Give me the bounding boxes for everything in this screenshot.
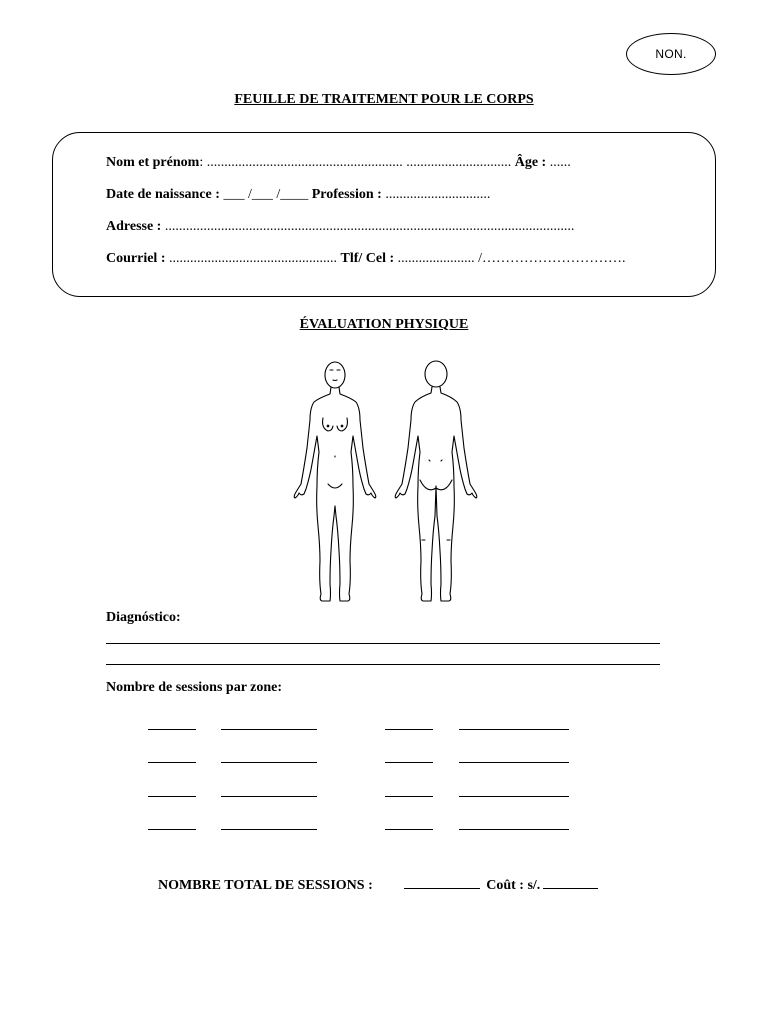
- name-field[interactable]: : ........................................................ ..............................: [199, 155, 515, 170]
- session-zone-blank[interactable]: [459, 829, 569, 830]
- session-count-blank[interactable]: [148, 729, 196, 730]
- birth-profession-line: [106, 187, 490, 203]
- diagnosis-line[interactable]: [106, 643, 660, 644]
- address-field[interactable]: .....................................................................................................................: [161, 219, 575, 234]
- profession-label: Profession :: [311, 187, 382, 202]
- total-sessions-line: [158, 876, 601, 894]
- session-zone-blank[interactable]: [221, 796, 317, 797]
- birth-date-field[interactable]: ___ /___ /____: [219, 187, 312, 202]
- session-zone-blank[interactable]: [221, 829, 317, 830]
- sessions-per-zone-label: Nombre de sessions par zone:: [106, 680, 283, 695]
- back-body-figure: [395, 361, 477, 601]
- email-label: Courriel :: [106, 251, 166, 266]
- session-zone-blank[interactable]: [221, 729, 317, 730]
- cost-label: Coût : s/.: [486, 878, 541, 893]
- age-field[interactable]: ......: [546, 155, 571, 170]
- session-zone-blank[interactable]: [459, 762, 569, 763]
- cost-field[interactable]: [543, 876, 598, 889]
- total-sessions-field[interactable]: [404, 876, 480, 889]
- email-field[interactable]: ................................................: [165, 251, 341, 266]
- session-zone-blank[interactable]: [221, 762, 317, 763]
- address-label: Adresse :: [106, 219, 162, 234]
- evaluation-title: ÉVALUATION PHYSIQUE: [299, 317, 469, 332]
- session-count-blank[interactable]: [385, 829, 433, 830]
- diagnosis-label: Diagnóstico:: [106, 610, 181, 625]
- diagnosis-line[interactable]: [106, 664, 660, 665]
- session-zone-blank[interactable]: [459, 729, 569, 730]
- session-count-blank[interactable]: [148, 796, 196, 797]
- name-age-line: [106, 155, 571, 171]
- session-zone-blank[interactable]: [459, 796, 569, 797]
- age-label: Âge :: [514, 155, 547, 170]
- body-diagram: [284, 356, 490, 608]
- birth-date-label: Date de naissance :: [106, 187, 220, 202]
- status-badge: NON.: [626, 33, 716, 75]
- page-title: FEUILLE DE TRAITEMENT POUR LE CORPS: [234, 92, 534, 107]
- address-line: [106, 219, 574, 235]
- session-count-blank[interactable]: [385, 762, 433, 763]
- phone-field[interactable]: ...................... /………………………….: [394, 251, 626, 266]
- front-body-figure: [294, 362, 376, 601]
- total-sessions-label: NOMBRE TOTAL DE SESSIONS :: [158, 878, 373, 893]
- session-count-blank[interactable]: [385, 796, 433, 797]
- name-label: Nom et prénom: [106, 155, 200, 170]
- phone-label: Tlf/ Cel :: [340, 251, 395, 266]
- profession-field[interactable]: ..............................: [381, 187, 491, 202]
- session-count-blank[interactable]: [148, 829, 196, 830]
- session-count-blank[interactable]: [148, 762, 196, 763]
- session-count-blank[interactable]: [385, 729, 433, 730]
- email-phone-line: [106, 251, 626, 267]
